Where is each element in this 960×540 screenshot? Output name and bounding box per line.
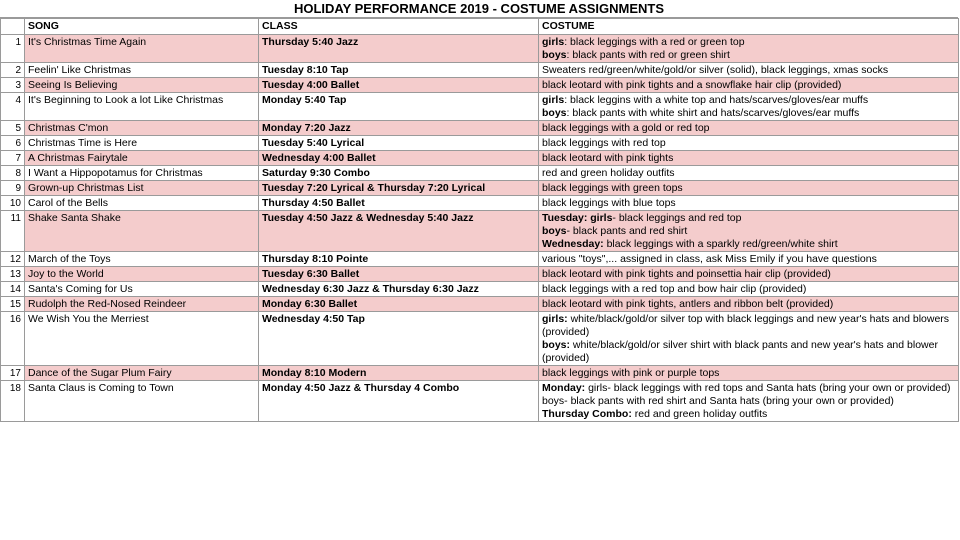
row-number: 13 [1,267,25,282]
header-class: CLASS [259,19,539,35]
table-row [1,297,959,312]
costume-line-text: : black pants with red or green shirt [566,49,730,61]
costume-line [542,283,955,296]
sheet-title: HOLIDAY PERFORMANCE 2019 - COSTUME ASSIGNMENTS [0,0,958,18]
row-number: 18 [1,381,25,422]
class-cell[interactable]: Tuesday 4:50 Jazz & Wednesday 5:40 Jazz [259,211,539,252]
costume-line-text: girls- black leggings with red tops and Santa hats (bring your own or provided) [585,382,951,394]
table-row [1,93,959,121]
costume-line-label: girls: [542,313,568,325]
class-cell[interactable]: Tuesday 6:30 Ballet [259,267,539,282]
costume-line [542,339,955,365]
costume-line-text: various "toys",... assigned in class, ask Miss Emily if you have questions [542,253,877,265]
costume-cell[interactable] [539,151,959,166]
costume-line [542,253,955,266]
costume-line-text: : black pants with white shirt and hats/scarves/gloves/ear muffs [566,107,860,119]
costume-line-text: red and green holiday outfits [542,167,675,179]
costume-line [542,382,955,395]
table-row [1,366,959,381]
costume-line-text: - black leggings and red top [612,212,742,224]
row-number: 7 [1,151,25,166]
song-cell[interactable]: It's Beginning to Look a lot Like Christmas [25,93,259,121]
costume-line-label: Thursday Combo: [542,408,632,420]
costume-line-label: girls [542,94,565,106]
table-row [1,181,959,196]
costume-line [542,36,955,49]
song-cell[interactable]: It's Christmas Time Again [25,35,259,63]
costume-line [542,49,955,62]
costume-cell[interactable] [539,366,959,381]
costume-line-text: black leotard with pink tights, antlers and ribbon belt (provided) [542,298,834,310]
costume-line [542,268,955,281]
costume-line-text: white/black/gold/or silver top with black leggings and new year's hats and blowers (provided) [542,313,950,338]
class-cell[interactable]: Tuesday 7:20 Lyrical & Thursday 7:20 Lyrical [259,181,539,196]
table-row [1,381,959,422]
class-cell[interactable]: Wednesday 4:00 Ballet [259,151,539,166]
row-number: 16 [1,312,25,366]
song-cell[interactable]: Dance of the Sugar Plum Fairy [25,366,259,381]
class-cell[interactable]: Wednesday 4:50 Tap [259,312,539,366]
song-cell[interactable]: Santa's Coming for Us [25,282,259,297]
costume-line [542,395,955,408]
costume-line-label: girls [542,36,565,48]
costume-line-text: black leggings with blue tops [542,197,676,209]
table-row [1,211,959,252]
costume-line [542,408,955,421]
costume-cell[interactable] [539,381,959,422]
table-row [1,136,959,151]
class-cell[interactable]: Tuesday 4:00 Ballet [259,78,539,93]
class-cell[interactable]: Monday 7:20 Jazz [259,121,539,136]
row-number: 6 [1,136,25,151]
song-cell[interactable]: I Want a Hippopotamus for Christmas [25,166,259,181]
class-cell[interactable]: Monday 8:10 Modern [259,366,539,381]
table-row [1,121,959,136]
costume-line-text: black leggings with pink or purple tops [542,367,720,379]
table-row [1,267,959,282]
class-cell[interactable]: Monday 4:50 Jazz & Thursday 4 Combo [259,381,539,422]
row-number: 1 [1,35,25,63]
header-song: SONG [25,19,259,35]
costume-line-text: : black leggins with a white top and hats/scarves/gloves/ear muffs [564,94,869,106]
class-cell[interactable]: Tuesday 5:40 Lyrical [259,136,539,151]
song-cell[interactable]: Santa Claus is Coming to Town [25,381,259,422]
class-cell[interactable]: Monday 5:40 Tap [259,93,539,121]
table-row [1,35,959,63]
table-row [1,166,959,181]
table-row [1,63,959,78]
costume-cell[interactable] [539,211,959,252]
row-number: 9 [1,181,25,196]
song-cell[interactable]: Grown-up Christmas List [25,181,259,196]
row-number: 2 [1,63,25,78]
costume-line-text: black leotard with pink tights [542,152,674,164]
table-row [1,252,959,267]
costume-cell[interactable] [539,267,959,282]
costume-line [542,197,955,210]
costume-cell[interactable] [539,136,959,151]
costume-line-text: Sweaters red/green/white/gold/or silver (solid), black leggings, xmas socks [542,64,889,76]
song-cell[interactable]: Christmas C'mon [25,121,259,136]
costume-line [542,225,955,238]
costume-line-label: boys [542,49,567,61]
class-cell[interactable]: Thursday 4:50 Ballet [259,196,539,211]
song-cell[interactable]: Feelin' Like Christmas [25,63,259,78]
header-costume: COSTUME [539,19,959,35]
costume-line [542,152,955,165]
row-number: 3 [1,78,25,93]
class-cell[interactable]: Monday 6:30 Ballet [259,297,539,312]
class-cell[interactable]: Thursday 8:10 Pointe [259,252,539,267]
costume-line [542,107,955,120]
costume-line [542,137,955,150]
costume-line-text: black leggings with a red top and bow hair clip (provided) [542,283,807,295]
costume-line-text: black leggings with green tops [542,182,683,194]
costume-line-label: boys [542,107,567,119]
costume-line-text: red and green holiday outfits [631,408,768,420]
costume-line-text: black leggings with a sparkly red/green/white shirt [603,238,838,250]
costume-line [542,122,955,135]
costume-line-label: boys [542,225,567,237]
header-row [1,19,959,35]
costume-cell[interactable] [539,252,959,267]
costume-line-label: Wednesday: [542,238,604,250]
costume-cell[interactable] [539,166,959,181]
row-number: 10 [1,196,25,211]
song-cell[interactable]: Carol of the Bells [25,196,259,211]
costume-line [542,238,955,251]
row-number: 15 [1,297,25,312]
costume-line-label: Tuesday: girls [542,212,613,224]
costume-cell[interactable] [539,181,959,196]
class-cell[interactable]: Thursday 5:40 Jazz [259,35,539,63]
costume-cell[interactable] [539,93,959,121]
song-cell[interactable]: We Wish You the Merriest [25,312,259,366]
costume-line-text: black leotard with pink tights and poinsettia hair clip (provided) [542,268,831,280]
table-row [1,196,959,211]
costume-line-label: boys: [542,339,571,351]
song-cell[interactable]: Rudolph the Red-Nosed Reindeer [25,297,259,312]
song-cell[interactable]: Shake Santa Shake [25,211,259,252]
song-cell[interactable]: A Christmas Fairytale [25,151,259,166]
costume-cell[interactable] [539,35,959,63]
table-row [1,78,959,93]
song-cell[interactable]: Christmas Time is Here [25,136,259,151]
costume-cell[interactable] [539,78,959,93]
class-cell[interactable]: Wednesday 6:30 Jazz & Thursday 6:30 Jazz [259,282,539,297]
costume-cell[interactable] [539,297,959,312]
song-cell[interactable]: Joy to the World [25,267,259,282]
costume-line [542,182,955,195]
costume-line-text: : black leggings with a red or green top [564,36,745,48]
costume-line [542,212,955,225]
costume-cell[interactable] [539,196,959,211]
row-number: 4 [1,93,25,121]
costume-line-text: black leotard with pink tights and a snowflake hair clip (provided) [542,79,842,91]
costume-line-label: Monday: [542,382,586,394]
row-number: 11 [1,211,25,252]
costume-line [542,313,955,339]
song-cell[interactable]: March of the Toys [25,252,259,267]
row-number: 8 [1,166,25,181]
row-number: 5 [1,121,25,136]
class-cell[interactable]: Tuesday 8:10 Tap [259,63,539,78]
costume-cell[interactable] [539,63,959,78]
table-row [1,282,959,297]
costume-line [542,167,955,180]
costume-line-text: boys- black pants with red shirt and Santa hats (bring your own or provided) [542,395,894,407]
costume-line [542,367,955,380]
costume-line [542,64,955,77]
costume-cell[interactable] [539,312,959,366]
costume-table [0,18,959,422]
costume-line-text: black leggings with red top [542,137,666,149]
header-num-cell [1,19,25,35]
costume-line [542,94,955,107]
class-cell[interactable]: Saturday 9:30 Combo [259,166,539,181]
costume-line [542,298,955,311]
row-number: 14 [1,282,25,297]
costume-line-text: black leggings with a gold or red top [542,122,710,134]
row-number: 12 [1,252,25,267]
table-row [1,312,959,366]
costume-line-text: white/black/gold/or silver shirt with black pants and new year's hats and blower (provided) [542,339,938,364]
costume-cell[interactable] [539,121,959,136]
costume-line-text: - black pants and red shirt [566,225,688,237]
song-cell[interactable]: Seeing Is Believing [25,78,259,93]
costume-cell[interactable] [539,282,959,297]
table-body [1,19,959,422]
table-row [1,151,959,166]
costume-line [542,79,955,92]
row-number: 17 [1,366,25,381]
